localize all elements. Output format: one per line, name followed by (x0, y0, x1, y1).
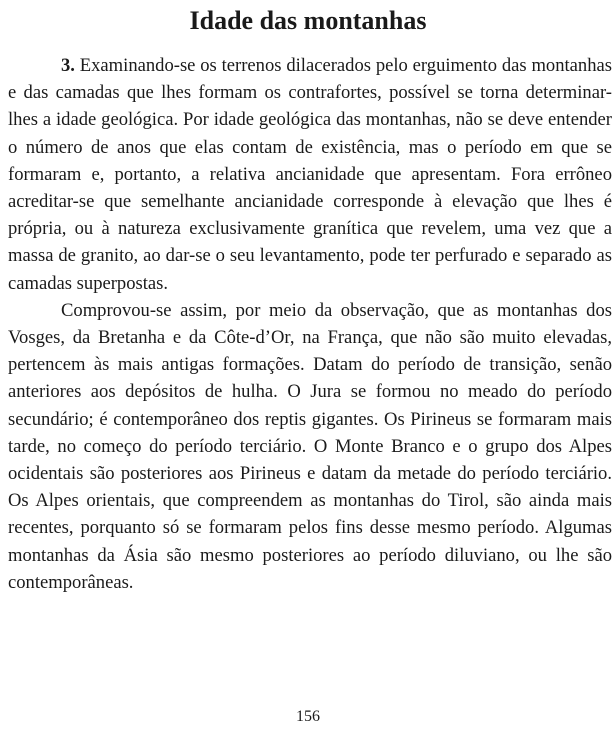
paragraph-1 (8, 52, 612, 297)
body-text (8, 52, 612, 596)
paragraph-number: 3. (61, 55, 75, 76)
page-number: 156 (296, 708, 320, 725)
paragraph-2-text: Comprovou-se assim, por meio da observação, que as montanhas dos Vosges, da Bretanha e da Côte-d’Or, na França, que não são muito elevadas, pertencem às mais antigas formações. Datam do período de transição, senão anteriores aos depósitos de hulha. O Jura se formou no meado do período secundário; é contemporâneo dos reptis gigantes. Os Pirineus se formaram mais tarde, no começo do período terciário. O Monte Branco e o grupo dos Alpes ocidentais são posteriores aos Pirineus e datam da metade do período terciário. Os Alpes orientais, que compreendem as montanhas do Tirol, são ainda mais recentes, porquanto só se formaram pelos fins desse mesmo período. Algumas montanhas da Ásia são mesmo posteriores ao período diluviano, ou lhe são contemporâneas. (8, 299, 612, 593)
section-title: Idade das montanhas (189, 6, 427, 35)
paragraph-2 (8, 297, 612, 596)
paragraph-1-text: Examinando-se os terrenos dilacerados pelo erguimento das montanhas e das camadas que lhes formam os contrafortes, possível se torna determinar-lhes a idade geológica. Por idade geológica das montanhas, não se deve entender o número de anos que elas contam de existência, mas o período em que se formaram e, portanto, a relativa ancianidade que apresentam. Fora errôneo acreditar-se que semelhante ancianidade corresponde à elevação que lhes é própria, ou à natureza exclusivamente granítica que revelem, uma vez que a massa de granito, ao dar-se o seu levantamento, pode ter perfurado e separado as camadas superpostas. (8, 55, 612, 294)
